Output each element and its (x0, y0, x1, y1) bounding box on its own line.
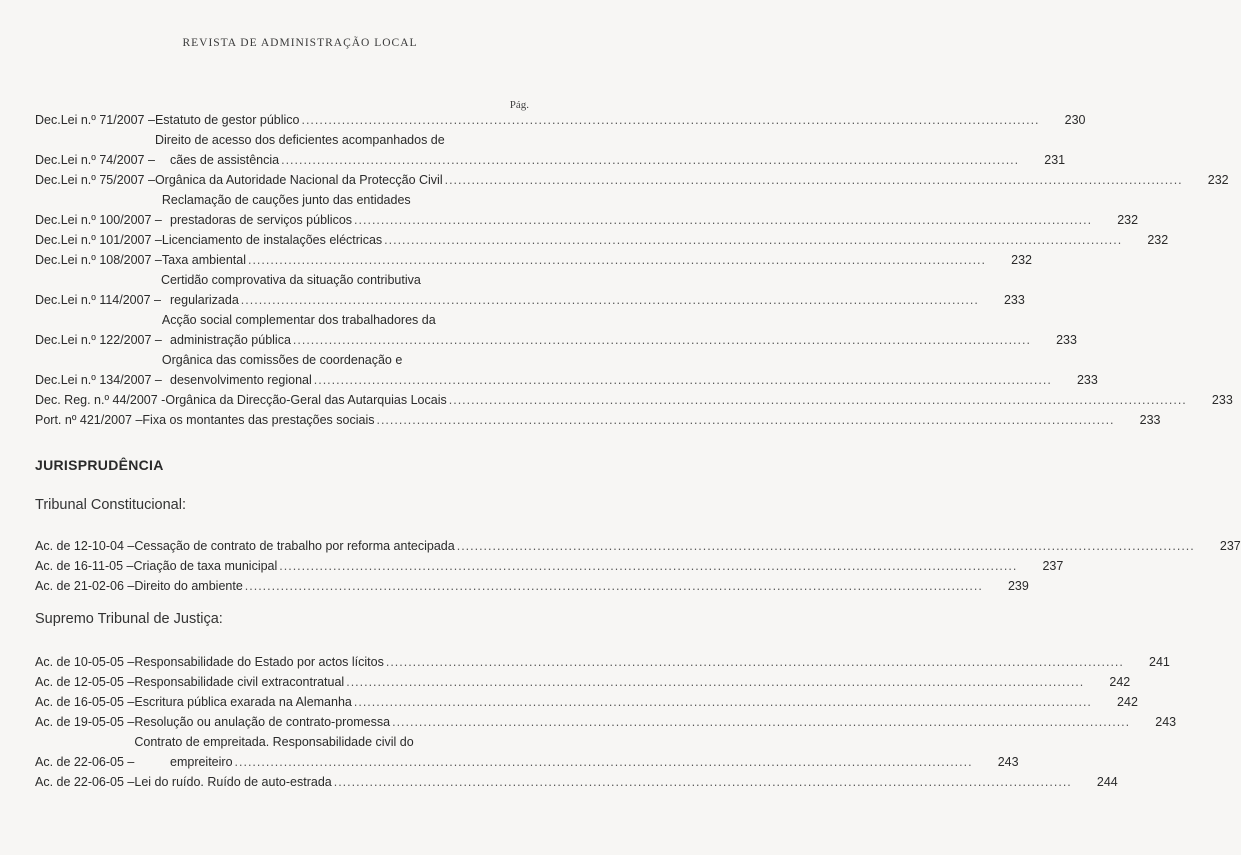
toc-entry-page-number: 242 (1109, 675, 1131, 689)
toc-entry-page-number: 233 (1076, 373, 1098, 387)
toc-entry (35, 250, 1032, 270)
toc-entry-reference: Dec.Lei n.º 122/2007 – (35, 333, 162, 347)
dot-leader (449, 390, 1187, 410)
toc-entry-page-number: 233 (1003, 293, 1025, 307)
dot-leader (281, 150, 1019, 170)
toc-entry-reference: Dec.Lei n.º 75/2007 – (35, 173, 155, 187)
toc-entry-title: Responsabilidade civil extracontratual (134, 675, 345, 689)
toc-entry-reference: Ac. de 21-02-06 – (35, 579, 135, 593)
toc-entry-title: administração pública (170, 333, 291, 347)
toc-entry-title: Contrato de empreitada. Responsabilidade civil do (134, 735, 414, 749)
toc-entry-reference: Dec.Lei n.º 114/2007 – (35, 293, 161, 307)
dot-leader (314, 370, 1052, 390)
toc-entry-reference: Ac. de 22-06-05 – (35, 755, 135, 769)
toc-entry-reference: Dec.Lei n.º 101/2007 – (35, 233, 162, 247)
toc-entry-title: Reclamação de cauções junto das entidades (161, 193, 411, 207)
dot-leader (445, 170, 1183, 190)
toc-entry-title: Licenciamento de instalações eléctricas (161, 233, 383, 247)
toc-entry (35, 732, 1019, 772)
toc-entry-page-number: 233 (1211, 393, 1233, 407)
toc-entry-reference: Dec.Lei n.º 74/2007 – (35, 153, 155, 167)
supreme-court-list (35, 652, 1177, 792)
toc-entry-title: Lei do ruído. Ruído de auto-estrada (134, 775, 332, 789)
toc-entry-page-number: 232 (1207, 173, 1229, 187)
toc-entry (35, 712, 1177, 732)
toc-entry-title: cães de assistência (170, 153, 280, 167)
toc-entry-page-number: 232 (1117, 213, 1139, 227)
toc-entry-title: Orgânica da Autoridade Nacional da Protecção Civil (154, 173, 443, 187)
toc-entry-reference: Dec.Lei n.º 108/2007 – (35, 253, 162, 267)
toc-entry-page-number: 233 (1056, 333, 1077, 347)
toc-entry-page-number: 242 (1117, 695, 1138, 709)
toc-entry-title: Taxa ambiental (161, 253, 246, 267)
toc-entry-page-number: 239 (1007, 579, 1029, 593)
toc-entry-page-number: 232 (1147, 233, 1169, 247)
toc-entry-title: empreiteiro (170, 755, 233, 769)
toc-entry-reference: Ac. de 16-05-05 – (35, 695, 135, 709)
toc-entry-page-number: 243 (1155, 715, 1177, 729)
toc-entry (35, 190, 1139, 230)
toc-entry (35, 350, 1098, 390)
dot-leader (354, 692, 1092, 712)
toc-entry-title: Escritura pública exarada na Alemanha (134, 695, 352, 709)
dot-leader (241, 290, 979, 310)
court-heading-supreme: Supremo Tribunal de Justiça: (35, 611, 223, 627)
toc-entry-title: Resolução ou anulação de contrato-promessa (134, 715, 391, 729)
dot-leader (334, 772, 1072, 792)
toc-entry-reference: Ac. de 12-10-04 – (35, 539, 135, 553)
toc-entry (35, 652, 1170, 672)
dot-leader (457, 536, 1195, 556)
running-header: REVISTA DE ADMINISTRAÇÃO LOCAL (182, 37, 418, 49)
toc-entry-title: Fixa os montantes das prestações sociais (142, 413, 375, 427)
toc-entry-page-number: 231 (1044, 153, 1066, 167)
toc-entry-page-number: 244 (1096, 775, 1118, 789)
dot-leader (392, 712, 1130, 732)
dot-leader (386, 652, 1124, 672)
toc-entry (35, 310, 1077, 350)
toc-entry-page-number: 243 (997, 755, 1019, 769)
toc-entry (35, 576, 1029, 596)
toc-entry-title: Orgânica da Direcção-Geral das Autarquias Locais (165, 393, 447, 407)
page-column-label: Pág. (509, 99, 529, 111)
toc-entry-title: Estatuto de gestor público (154, 113, 300, 127)
section-title-jurisprudence: JURISPRUDÊNCIA (35, 457, 164, 473)
toc-entry-reference: Port. nº 421/2007 – (35, 413, 143, 427)
toc-entry (35, 390, 1233, 410)
toc-entry-reference: Dec. Reg. n.º 44/2007 - (35, 393, 166, 407)
toc-entry (35, 536, 1241, 556)
toc-entry-reference: Dec.Lei n.º 134/2007 – (35, 373, 162, 387)
toc-entry (35, 270, 1025, 310)
toc-entry-reference: Ac. de 16-11-05 – (35, 559, 134, 573)
toc-entry (35, 772, 1118, 792)
toc-entry (35, 130, 1066, 170)
toc-entry-reference: Ac. de 10-05-05 – (35, 655, 135, 669)
toc-entry (35, 556, 1064, 576)
dot-leader (384, 230, 1122, 250)
toc-entry-title: Certidão comprovativa da situação contributiva (160, 273, 421, 287)
toc-entry-page-number: 237 (1042, 559, 1064, 573)
toc-entry (35, 672, 1131, 692)
toc-entry-title: prestadoras de serviços públicos (170, 213, 353, 227)
dot-leader (235, 752, 973, 772)
toc-entry-reference: Dec.Lei n.º 100/2007 – (35, 213, 162, 227)
dot-leader (248, 250, 986, 270)
toc-entry-title: Criação de taxa municipal (133, 559, 278, 573)
dot-leader (279, 556, 1017, 576)
toc-entry (35, 170, 1229, 190)
toc-entry-title: regularizada (170, 293, 239, 307)
dot-leader (293, 330, 1031, 350)
toc-entry-reference: Ac. de 12-05-05 – (35, 675, 135, 689)
dot-leader (301, 110, 1039, 130)
dot-leader (346, 672, 1084, 692)
dot-leader (376, 410, 1114, 430)
toc-entry-title: Direito do ambiente (134, 579, 243, 593)
toc-entry-page-number: 230 (1064, 113, 1086, 127)
court-heading-constitutional: Tribunal Constitucional: (35, 497, 186, 513)
toc-entry-page-number: 237 (1219, 539, 1241, 553)
dot-leader (245, 576, 983, 596)
toc-entry-reference: Ac. de 22-06-05 – (35, 775, 135, 789)
toc-entry-page-number: 241 (1149, 655, 1170, 669)
toc-entry (35, 230, 1169, 250)
toc-entry (35, 410, 1161, 430)
toc-entry-reference: Dec.Lei n.º 71/2007 – (35, 113, 155, 127)
toc-entry (35, 110, 1086, 130)
toc-entry-title: Cessação de contrato de trabalho por reforma antecipada (134, 539, 455, 553)
toc-entry-title: Direito de acesso dos deficientes acompanhados de (154, 133, 445, 147)
legislation-list (35, 110, 1233, 430)
toc-entry-page-number: 232 (1011, 253, 1032, 267)
toc-entry-reference: Ac. de 19-05-05 – (35, 715, 135, 729)
toc-entry-title: Responsabilidade do Estado por actos lícitos (134, 655, 384, 669)
toc-entry-title: desenvolvimento regional (170, 373, 312, 387)
toc-entry (35, 692, 1138, 712)
dot-leader (354, 210, 1092, 230)
toc-entry-title: Acção social complementar dos trabalhadores da (161, 313, 436, 327)
toc-entry-title: Orgânica das comissões de coordenação e (161, 353, 403, 367)
toc-entry-page-number: 233 (1139, 413, 1161, 427)
constitutional-court-list (35, 536, 1241, 596)
